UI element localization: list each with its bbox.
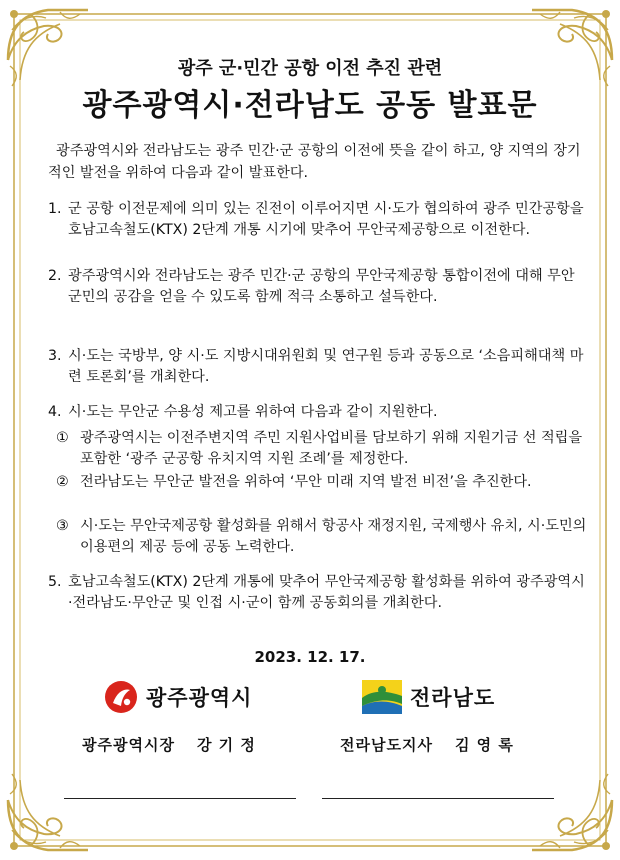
gwangju-signature-line [64,798,296,799]
item-number: 1. [48,201,62,217]
list-item-3 [48,346,586,388]
signer-name: 강 기 정 [196,736,256,754]
document-subtitle: 광주 군·민간 공항 이전 추진 관련 [177,58,443,79]
signer-name: 김 영 록 [454,736,514,754]
item-text: 호남고속철도(KTX) 2단계 개통에 맞추어 무안국제공항 활성화를 위하여 광주광역시·전라남도·무안군 및 인접 시·군이 함께 공동회의를 개최한다. [68,574,585,611]
gwangju-emblem-icon [104,680,138,714]
sub-item-number: ① [56,430,69,446]
item-text: 시·도는 무안군 수용성 제고를 위하여 다음과 같이 지원한다. [68,404,438,420]
sub-item-number: ③ [56,518,69,534]
list-item-5 [48,572,586,614]
document-title: 광주광역시·전라남도 공동 발표문 [82,88,538,123]
item-text: 광주광역시와 전라남도는 광주 민간·군 공항의 무안국제공항 통합이전에 대해 무안군민의 공감을 얻을 수 있도록 함께 적극 소통하고 설득한다. [68,268,575,305]
signer-role: 광주광역시장 [82,736,175,754]
item-number: 5. [48,574,62,590]
jeonnam-signature-line [322,798,554,799]
jeonnam-emblem-icon [362,680,402,714]
list-item-4 [48,402,586,423]
jeonnam-signer [340,734,514,755]
list-item-1 [48,199,586,241]
sub-item-text: 광주광역시는 이전주변지역 주민 지원사업비를 담보하기 위해 지원기금 선 적립을 포함한 ‘광주 군공항 유치지역 지원 조례’를 제정한다. [80,430,583,467]
intro-paragraph: 광주광역시와 전라남도는 광주 민간·군 공항의 이전에 뜻을 같이 하고, 양 지역의 장기적인 발전을 위하여 다음과 같이 발표한다. [48,143,581,181]
gwangju-logo [104,680,252,714]
item-number: 3. [48,348,62,364]
item-number: 2. [48,268,62,284]
list-item-2 [48,266,586,308]
signer-role: 전라남도지사 [340,736,433,754]
gwangju-logo-text: 광주광역시 [146,686,253,710]
sub-item-number: ② [56,474,69,490]
sub-item-2 [56,472,588,493]
jeonnam-logo [362,680,495,714]
sub-item-text: 시·도는 무안국제공항 활성화를 위해서 항공사 재정지원, 국제행사 유치, 시·도민의 이용편의 제공 등에 공동 노력한다. [80,518,587,555]
sub-item-1 [56,428,588,470]
item-number: 4. [48,404,62,420]
gwangju-signer [82,734,256,755]
jeonnam-logo-text: 전라남도 [410,686,496,710]
item-text: 군 공항 이전문제에 의미 있는 진전이 이루어지면 시·도가 협의하여 광주 민간공항을 호남고속철도(KTX) 2단계 개통 시기에 맞추어 무안국제공항으로 이전한다. [68,201,584,238]
item-text: 시·도는 국방부, 양 시·도 지방시대위원회 및 연구원 등과 공동으로 ‘소음피해대책 마련 토론회’를 개최한다. [68,348,584,385]
sub-item-text: 전라남도는 무안군 발전을 위하여 ‘무안 미래 지역 발전 비전’을 추진한다. [80,474,532,490]
sub-item-3 [56,516,588,558]
announcement-date: 2023. 12. 17. [254,648,366,666]
